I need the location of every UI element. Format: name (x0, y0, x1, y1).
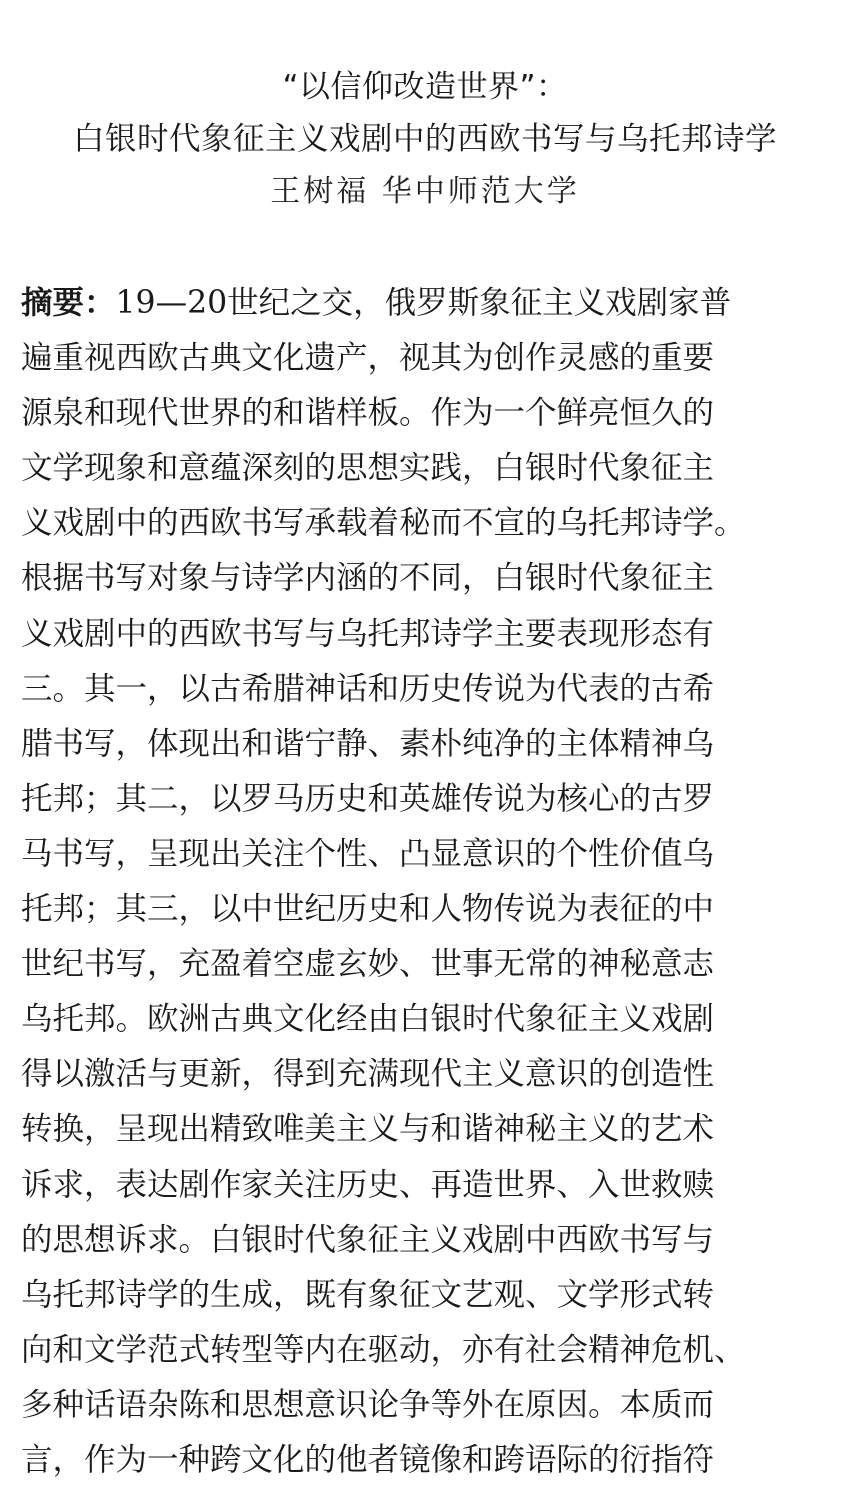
abstract-line: 言，作为一种跨文化的他者镜像和跨语际的衍指符 (21, 1441, 715, 1478)
abstract-line: 得以激活与更新，得到充满现代主义意识的创造性 (21, 1056, 715, 1093)
abstract-line: 腊书写，体现出和谐宁静、素朴纯净的主体精神乌 (21, 725, 715, 762)
title-line-2: 白银时代象征主义戏剧中的西欧书写与乌托邦诗学 (72, 121, 777, 157)
abstract-line: 三。其一，以古希腊神话和历史传说为代表的古希 (21, 670, 715, 707)
abstract-line (21, 276, 839, 331)
abstract-line: 文学现象和意蕴深刻的思想实践，白银时代象征主 (21, 450, 715, 487)
abstract-line: 遍重视西欧古典文化遗产，视其为创作灵感的重要 (21, 340, 715, 377)
abstract-line: 托邦；其三，以中世纪历史和人物传说为表征的中 (21, 891, 715, 928)
abstract-line: 诉求，表达剧作家关注历史、再造世界、入世救赎 (21, 1166, 715, 1203)
abstract-line: 世纪书写，充盈着空虚玄妙、世事无常的神秘意志 (21, 946, 715, 983)
abstract-line: 根据书写对象与诗学内涵的不同，白银时代象征主 (21, 560, 715, 597)
abstract-label: 摘要： (21, 285, 116, 321)
abstract-line: 的思想诉求。白银时代象征主义戏剧中西欧书写与 (21, 1221, 715, 1258)
abstract-line: 源泉和现代世界的和谐样板。作为一个鲜亮恒久的 (21, 395, 715, 432)
abstract-line: 马书写，呈现出关注个性、凸显意识的个性价值乌 (21, 835, 715, 872)
abstract-line: 向和文学范式转型等内在驱动，亦有社会精神危机、 (21, 1331, 746, 1368)
abstract-line-text: 19—20世纪之交，俄罗斯象征主义戏剧家普 (115, 285, 732, 321)
abstract-line: 转换，呈现出精致唯美主义与和谐神秘主义的艺术 (21, 1111, 715, 1148)
title-line-1: “以信仰改造世界”： (282, 69, 568, 105)
abstract-line: 乌托邦。欧洲古典文化经由白银时代象征主义戏剧 (21, 1001, 715, 1038)
abstract-line: 托邦；其二，以罗马历史和英雄传说为核心的古罗 (21, 780, 715, 817)
abstract-line: 义戏剧中的西欧书写与乌托邦诗学主要表现形态有 (21, 615, 715, 652)
author-affiliation: 王树福 华中师范大学 (270, 174, 580, 209)
abstract-line: 义戏剧中的西欧书写承载着秘而不宣的乌托邦诗学。 (21, 505, 746, 542)
abstract-line: 多种话语杂陈和思想意识论争等外在原因。本质而 (21, 1386, 715, 1423)
abstract-body (21, 276, 839, 1488)
abstract-line: 乌托邦诗学的生成，既有象征文艺观、文学形式转 (21, 1276, 715, 1313)
